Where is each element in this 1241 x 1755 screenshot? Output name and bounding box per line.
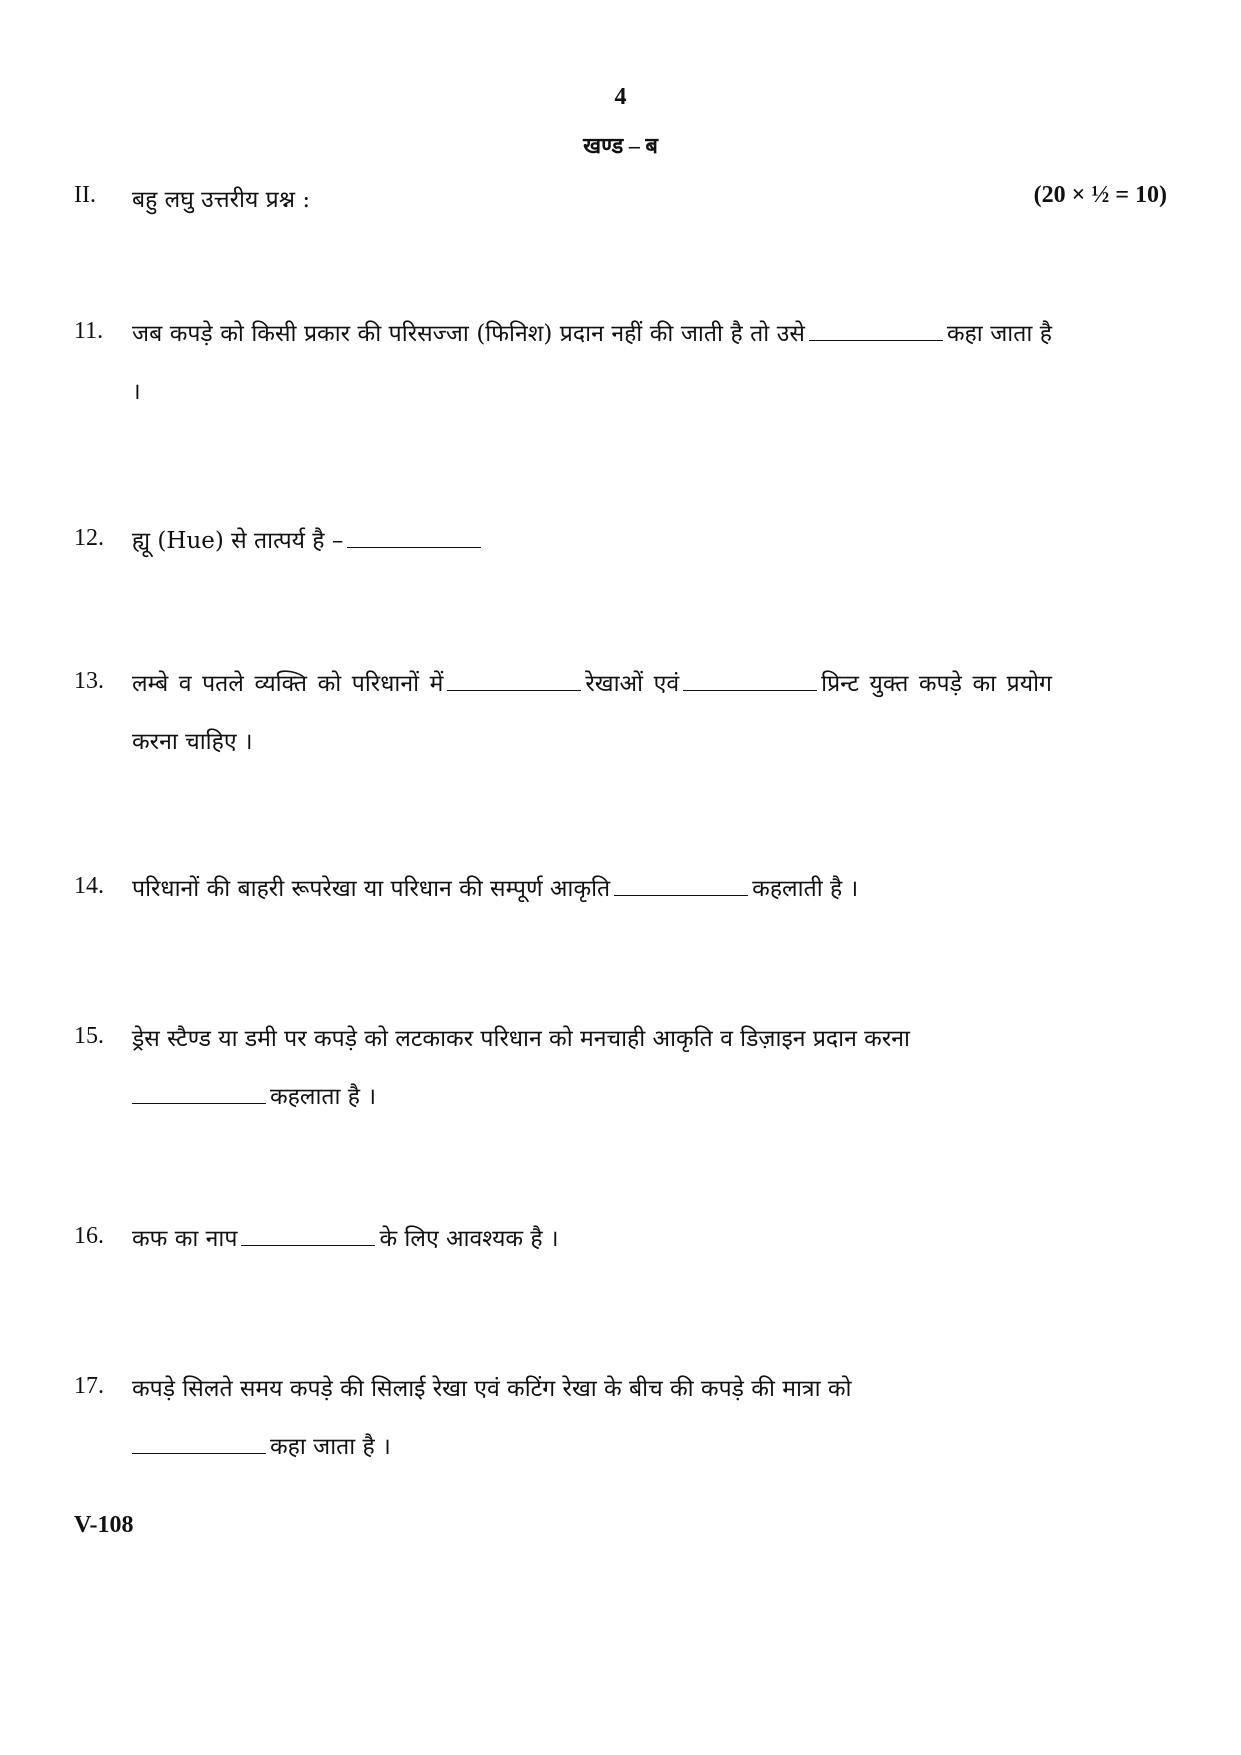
question-number: 14. (74, 873, 104, 899)
question-text (132, 305, 1052, 421)
page-number: 4 (614, 84, 627, 110)
answer-blank[interactable] (809, 320, 943, 341)
question-number: 16. (74, 1223, 104, 1249)
part-marks: (20 × ½ = 10) (1033, 182, 1167, 208)
question-text-part: के लिए आवश्यक है । (379, 1226, 559, 1252)
question-text-part: जब कपड़े को किसी प्रकार की परिसज्जा (फिनिश) प्रदान नहीं की जाती है तो उसे (132, 321, 805, 347)
question-number: 13. (74, 668, 104, 694)
question-text (132, 1010, 1052, 1126)
question-text (132, 860, 1052, 918)
question-number: 12. (74, 525, 104, 551)
part-heading: बहु लघु उत्तरीय प्रश्न : (132, 187, 311, 213)
question-text-part: प्रिन्ट युक्त कपड़े का प्रयोग करना चाहिए । (132, 671, 1052, 755)
question-text-part: कपड़े सिलते समय कपड़े की सिलाई रेखा एवं कटिंग रेखा के बीच की कपड़े की मात्रा को (132, 1376, 852, 1402)
question-text-part: कहलाता है । (270, 1084, 377, 1110)
question-text (132, 655, 1052, 771)
question-text-part: परिधानों की बाहरी रूपरेखा या परिधान की सम्पूर्ण आकृति (132, 876, 611, 902)
question-number: 17. (74, 1373, 104, 1399)
answer-blank[interactable] (347, 527, 481, 548)
question-text-part: कहलाती है । (752, 876, 859, 902)
question-text-part: कहा जाता है । (270, 1434, 391, 1460)
part-number: II. (74, 182, 96, 208)
answer-blank[interactable] (614, 875, 748, 896)
question-number: 11. (74, 318, 104, 344)
paper-code: V-108 (74, 1512, 134, 1538)
question-text-part: ड्रेस स्टैण्ड या डमी पर कपड़े को लटकाकर परिधान को मनचाही आकृति व डिज़ाइन प्रदान करना (132, 1026, 910, 1052)
question-text-part: रेखाओं एवं (585, 671, 680, 697)
question-text (132, 1360, 1052, 1476)
question-number: 15. (74, 1023, 104, 1049)
answer-blank[interactable] (447, 670, 581, 691)
answer-blank[interactable] (132, 1083, 266, 1104)
question-text-part: ह्यू (Hue) से तात्पर्य है – (132, 528, 344, 554)
question-text (132, 512, 1052, 570)
question-text (132, 1210, 1052, 1268)
answer-blank[interactable] (241, 1225, 375, 1246)
answer-blank[interactable] (683, 670, 817, 691)
question-text-part: कफ का नाप (132, 1226, 238, 1252)
answer-blank[interactable] (132, 1433, 266, 1454)
question-text-part: लम्बे व पतले व्यक्ति को परिधानों में (132, 671, 444, 697)
question-text-part: कहा जाता है । (132, 321, 1052, 405)
section-title: खण्ड – ब (583, 133, 658, 158)
